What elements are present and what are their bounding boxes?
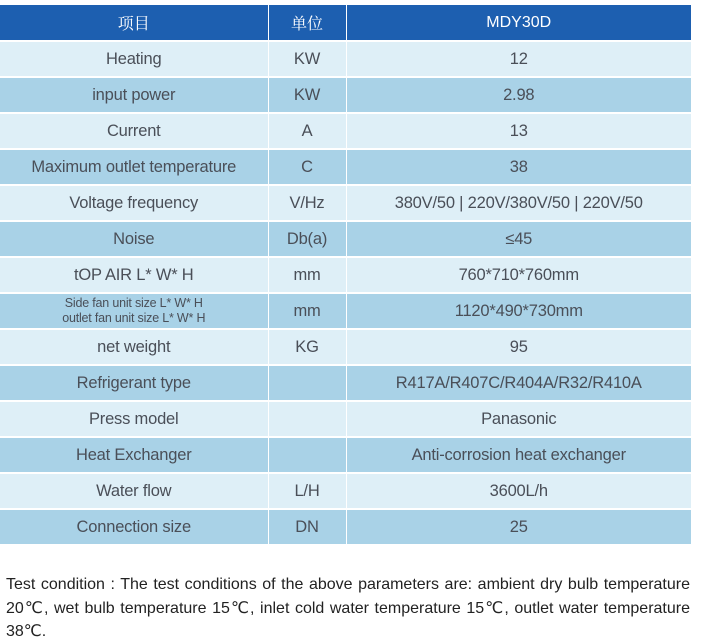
row-item: Voltage frequency — [0, 185, 268, 221]
row-unit — [268, 365, 346, 401]
row-value: 25 — [346, 509, 691, 545]
row-value: 95 — [346, 329, 691, 365]
row-value: 2.98 — [346, 77, 691, 113]
table-row — [0, 185, 691, 221]
table-row — [0, 113, 691, 149]
row-value: 12 — [346, 41, 691, 77]
table-row — [0, 149, 691, 185]
row-item-two-line — [0, 293, 268, 329]
row-value: 760*710*760mm — [346, 257, 691, 293]
row-unit: V/Hz — [268, 185, 346, 221]
row-value: 1120*490*730mm — [346, 293, 691, 329]
table-row — [0, 293, 691, 329]
row-unit — [268, 401, 346, 437]
row-unit: A — [268, 113, 346, 149]
row-unit: mm — [268, 293, 346, 329]
row-unit — [268, 437, 346, 473]
row-value: Anti-corrosion heat exchanger — [346, 437, 691, 473]
header-row — [0, 5, 691, 41]
row-item: input power — [0, 77, 268, 113]
row-item: Press model — [0, 401, 268, 437]
row-unit: Db(a) — [268, 221, 346, 257]
table-row — [0, 257, 691, 293]
spec-table — [0, 5, 691, 546]
row-unit: KW — [268, 41, 346, 77]
table-row — [0, 473, 691, 509]
row-item: Noise — [0, 221, 268, 257]
row-unit: C — [268, 149, 346, 185]
row-unit: KG — [268, 329, 346, 365]
header-model: MDY30D — [346, 5, 691, 41]
row-value: 380V/50 | 220V/380V/50 | 220V/50 — [346, 185, 691, 221]
row-item: tOP AIR L* W* H — [0, 257, 268, 293]
table-row — [0, 509, 691, 545]
table-row — [0, 365, 691, 401]
test-condition-note: Test condition : The test conditions of the above parameters are: ambient dry bulb temperature 20℃, wet bulb temperature 15℃, inlet cold water temperature 15℃, outlet water temperature 38℃. — [6, 576, 690, 640]
row-item: Water flow — [0, 473, 268, 509]
table-row — [0, 41, 691, 77]
row-item: Maximum outlet temperature — [0, 149, 268, 185]
row-item: Refrigerant type — [0, 365, 268, 401]
table-row — [0, 329, 691, 365]
table-row — [0, 401, 691, 437]
row-item: Connection size — [0, 509, 268, 545]
row-unit: L/H — [268, 473, 346, 509]
row-value: 38 — [346, 149, 691, 185]
table-row — [0, 221, 691, 257]
row-value: ≤45 — [346, 221, 691, 257]
row-item-line-1: Side fan unit size L* W* H — [64, 296, 203, 310]
row-value: 3600L/h — [346, 473, 691, 509]
table-row — [0, 77, 691, 113]
table-header — [0, 5, 691, 41]
header-item: 项目 — [0, 5, 268, 41]
row-item: Heating — [0, 41, 268, 77]
table-row — [0, 437, 691, 473]
row-unit: KW — [268, 77, 346, 113]
row-item: Current — [0, 113, 268, 149]
header-unit: 单位 — [268, 5, 346, 41]
table-body — [0, 41, 691, 545]
row-value: Panasonic — [346, 401, 691, 437]
row-value: R417A/R407C/R404A/R32/R410A — [346, 365, 691, 401]
row-item-line-2: outlet fan unit size L* W* H — [62, 311, 206, 325]
row-value: 13 — [346, 113, 691, 149]
row-item: net weight — [0, 329, 268, 365]
row-unit: mm — [268, 257, 346, 293]
row-unit: DN — [268, 509, 346, 545]
row-item: Heat Exchanger — [0, 437, 268, 473]
